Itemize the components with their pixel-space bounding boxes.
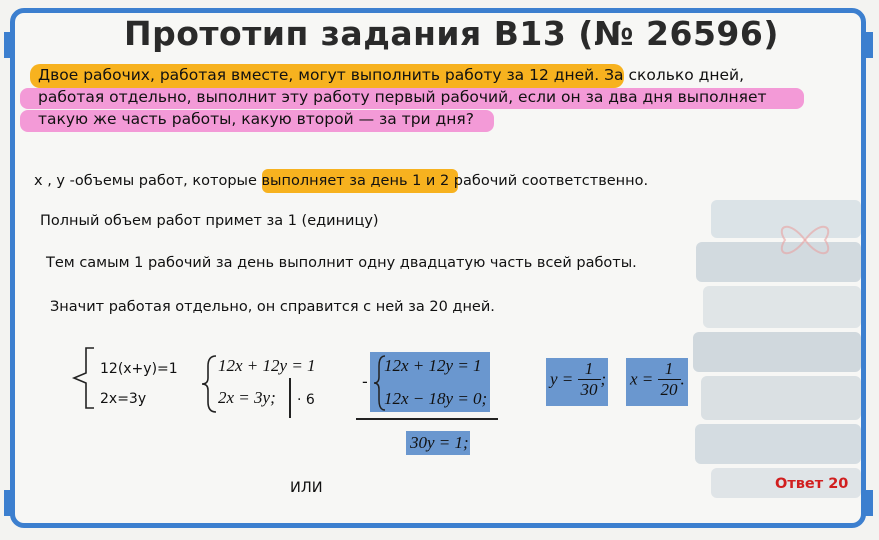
system-3-eq-1: 12x + 12y = 1 bbox=[384, 356, 482, 375]
system-2-multiplier: · 6 bbox=[297, 392, 315, 408]
system-3-minus: - bbox=[362, 372, 368, 391]
solution-line-2: Полный объем работ примет за 1 (единицу) bbox=[40, 213, 379, 229]
ribbon-bow-icon bbox=[770, 210, 840, 270]
book bbox=[703, 286, 861, 328]
y-separator: ; bbox=[600, 369, 607, 389]
x-result bbox=[630, 359, 685, 400]
solution-line-1-highlight: выполняет за день 1 и 2 bbox=[261, 173, 450, 189]
system-2-eq-2: 2x = 3y; bbox=[218, 388, 276, 407]
system-2-brace bbox=[200, 354, 220, 414]
system-2-eq-1: 12x + 12y = 1 bbox=[218, 356, 316, 375]
frame-notch-bottom-right bbox=[863, 490, 873, 516]
x-numerator: 1 bbox=[658, 359, 681, 380]
answer-label: Ответ 20 bbox=[775, 476, 849, 492]
system-1-eq-1: 12(x+y)=1 bbox=[100, 361, 178, 377]
solution-line-4: Значит работая отдельно, он справится с ней за 20 дней. bbox=[50, 299, 495, 315]
book bbox=[693, 332, 861, 372]
problem-line-1-rest: . За сколько дней, bbox=[594, 66, 745, 84]
problem-statement bbox=[38, 64, 818, 130]
system-3-eq-2: 12x − 18y = 0; bbox=[384, 389, 488, 408]
result-equation: 30y = 1; bbox=[410, 433, 469, 452]
solution-line-1 bbox=[34, 173, 648, 189]
x-end: . bbox=[680, 369, 685, 389]
solution-line-3: Тем самым 1 рабочий за день выполнит одну двадцатую часть всей работы. bbox=[46, 255, 637, 271]
book bbox=[701, 376, 861, 420]
y-denominator: 30 bbox=[580, 380, 598, 399]
problem-line-1 bbox=[38, 64, 818, 86]
page-title: Прототип задания B13 (№ 26596) bbox=[124, 14, 779, 53]
book bbox=[695, 424, 861, 464]
or-label: ИЛИ bbox=[290, 480, 323, 496]
x-lhs: x = bbox=[630, 369, 654, 389]
solution-line-1-b: рабочий соответственно. bbox=[449, 173, 649, 189]
y-numerator: 1 bbox=[578, 359, 601, 380]
subtraction-line bbox=[356, 418, 498, 420]
y-fraction bbox=[578, 359, 601, 400]
system-2-divider bbox=[289, 378, 291, 418]
y-result bbox=[550, 359, 606, 400]
frame-notch-bottom-left bbox=[4, 490, 14, 516]
system-1-brace bbox=[62, 345, 102, 411]
frame-notch-left bbox=[4, 32, 14, 58]
problem-line-3: такую же часть работы, какую второй — за три дня? bbox=[38, 110, 474, 128]
x-denominator: 20 bbox=[660, 380, 678, 399]
frame-notch-right bbox=[863, 32, 873, 58]
problem-line-1-condition: Двое рабочих, работая вместе, могут выполнить работу за 12 дней bbox=[38, 66, 595, 84]
system-1-eq-2: 2x=3y bbox=[100, 391, 147, 407]
solution-line-1-a: х , у -объемы работ, которые bbox=[34, 173, 262, 189]
y-lhs: y = bbox=[550, 369, 574, 389]
x-fraction bbox=[658, 359, 681, 400]
problem-line-2: работая отдельно, выполнит эту работу первый рабочий, если он за два дня выполняет bbox=[38, 88, 767, 106]
